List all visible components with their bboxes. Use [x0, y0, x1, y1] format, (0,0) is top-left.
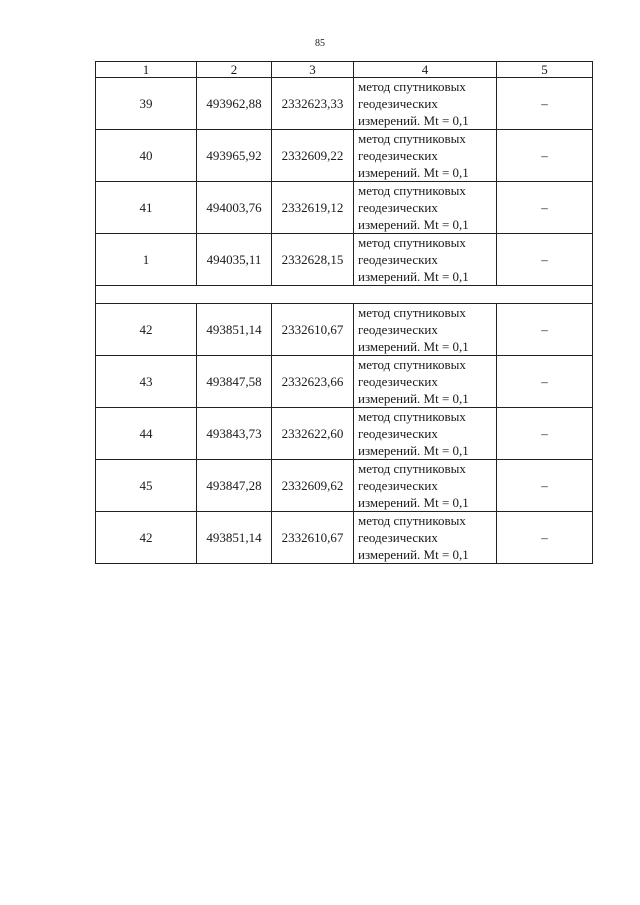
coord-y: 2332623,66	[272, 356, 354, 408]
table-row	[96, 182, 593, 234]
separator-row	[96, 286, 593, 304]
empty-separator-cell	[96, 286, 593, 304]
coord-y: 2332619,12	[272, 182, 354, 234]
column-header: 5	[497, 62, 593, 78]
method-description: метод спутниковых геодезических измерений. Mt = 0,1	[354, 130, 497, 182]
note: –	[497, 234, 593, 286]
column-header: 2	[197, 62, 272, 78]
table-row	[96, 356, 593, 408]
table-row	[96, 78, 593, 130]
coordinates-table	[95, 61, 593, 564]
note: –	[497, 356, 593, 408]
point-number: 43	[96, 356, 197, 408]
coord-x: 494035,11	[197, 234, 272, 286]
point-number: 40	[96, 130, 197, 182]
note: –	[497, 460, 593, 512]
point-number: 42	[96, 304, 197, 356]
coord-y: 2332610,67	[272, 512, 354, 564]
point-number: 44	[96, 408, 197, 460]
coord-x: 493847,58	[197, 356, 272, 408]
note: –	[497, 512, 593, 564]
table-row	[96, 512, 593, 564]
note: –	[497, 130, 593, 182]
coord-y: 2332622,60	[272, 408, 354, 460]
point-number: 39	[96, 78, 197, 130]
coord-x: 493965,92	[197, 130, 272, 182]
coord-y: 2332610,67	[272, 304, 354, 356]
coord-y: 2332628,15	[272, 234, 354, 286]
note: –	[497, 408, 593, 460]
table-row	[96, 408, 593, 460]
method-description: метод спутниковых геодезических измерений. Mt = 0,1	[354, 460, 497, 512]
column-header: 1	[96, 62, 197, 78]
method-description: метод спутниковых геодезических измерений. Mt = 0,1	[354, 356, 497, 408]
page-number: 85	[315, 38, 325, 49]
coord-x: 493851,14	[197, 304, 272, 356]
method-description: метод спутниковых геодезических измерений. Mt = 0,1	[354, 304, 497, 356]
coord-x: 493851,14	[197, 512, 272, 564]
column-header: 3	[272, 62, 354, 78]
coord-y: 2332609,22	[272, 130, 354, 182]
coord-y: 2332623,33	[272, 78, 354, 130]
method-description: метод спутниковых геодезических измерений. Mt = 0,1	[354, 512, 497, 564]
note: –	[497, 182, 593, 234]
table-row	[96, 304, 593, 356]
table-row	[96, 460, 593, 512]
coord-x: 493962,88	[197, 78, 272, 130]
method-description: метод спутниковых геодезических измерений. Mt = 0,1	[354, 234, 497, 286]
coord-y: 2332609,62	[272, 460, 354, 512]
note: –	[497, 78, 593, 130]
note: –	[497, 304, 593, 356]
column-header: 4	[354, 62, 497, 78]
coord-x: 494003,76	[197, 182, 272, 234]
table-row	[96, 130, 593, 182]
method-description: метод спутниковых геодезических измерений. Mt = 0,1	[354, 182, 497, 234]
table-row	[96, 234, 593, 286]
point-number: 41	[96, 182, 197, 234]
coord-x: 493843,73	[197, 408, 272, 460]
point-number: 45	[96, 460, 197, 512]
header-row	[96, 62, 593, 78]
point-number: 42	[96, 512, 197, 564]
method-description: метод спутниковых геодезических измерений. Mt = 0,1	[354, 408, 497, 460]
coord-x: 493847,28	[197, 460, 272, 512]
point-number: 1	[96, 234, 197, 286]
method-description: метод спутниковых геодезических измерений. Mt = 0,1	[354, 78, 497, 130]
